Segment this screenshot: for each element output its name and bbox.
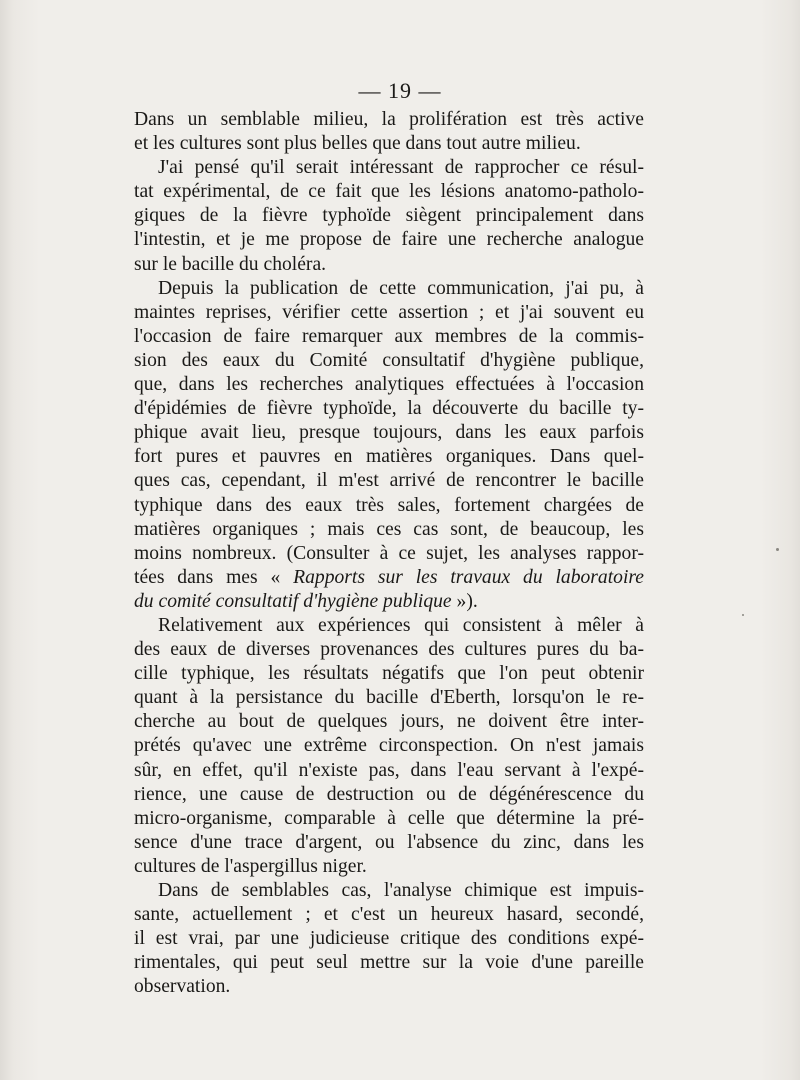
text-line: rience, une cause de destruction ou de dégénérescence du [134,783,644,805]
citation-tail: »). [456,590,478,612]
text-line: micro-organisme, comparable à celle que détermine la pré- [134,807,644,829]
text-line: tat expérimental, de ce fait que les lésions anatomo-patholo- [134,181,644,203]
text-line: Dans de semblables cas, l'analyse chimique est impuis- [158,880,644,901]
paper-speck [742,614,744,616]
page-body [134,108,644,999]
text-line: fort pures et pauvres en matières organiques. Dans quel- [134,446,644,468]
text-line-citation [134,590,644,614]
text-line: maintes reprises, vérifier cette assertion ; et j'ai souvent eu [134,301,644,323]
text-line: quant à la persistance du bacille d'Eberth, lorsqu'on le re- [134,687,644,709]
text-line: moins nombreux. (Consulter à ce sujet, les analyses rappor- [134,542,644,564]
text-line: sion des eaux du Comité consultatif d'hygiène publique, [134,349,644,371]
paragraph-3 [134,277,644,614]
text-line: phique avait lieu, presque toujours, dans les eaux parfois [134,422,644,444]
text-line: Relativement aux expériences qui consistent à mêler à [158,614,644,636]
text-line: typhique dans des eaux très sales, fortement chargées de [134,494,644,516]
text-line: que, dans les recherches analytiques effectuées à l'occasion [134,374,644,396]
text-line: cultures de l'aspergillus niger. [134,855,367,877]
paper-speck [776,548,779,551]
text-line: l'occasion de faire remarquer aux membres de la commis- [134,325,644,347]
text-line: sante, actuellement ; et c'est un heureux hasard, secondé, [134,904,644,926]
text-line: cherche au bout de quelques jours, ne doivent être inter- [134,711,644,733]
text-line: observation. [134,976,231,998]
paragraph-2 [134,156,644,276]
text-line: cille typhique, les résultats négatifs que l'on peut obtenir [134,663,644,685]
text-line: sence d'une trace d'argent, ou l'absence du zinc, dans les [134,831,644,853]
text-line: ques cas, cependant, il m'est arrivé de rencontrer le bacille [134,470,644,492]
text-line: giques de la fièvre typhoïde siègent principalement dans [134,205,644,227]
text-line: Dans un semblable milieu, la prolifération est très active [134,109,644,130]
text-line: rimentales, qui peut seul mettre sur la voie d'une pareille [134,952,644,974]
text-line: et les cultures sont plus belles que dans tout autre milieu. [134,133,581,155]
text-line: J'ai pensé qu'il serait intéressant de rapprocher ce résul- [158,157,644,179]
text-line-citation [134,566,644,590]
text-line: d'épidémies de fièvre typhoïde, la découverte du bacille ty- [134,398,644,420]
citation-title: Rapports sur les travaux du laboratoire [293,566,645,588]
text-line: matières organiques ; mais ces cas sont, de beaucoup, les [134,518,644,540]
paragraph-1 [134,108,644,156]
citation-lead: tées dans mes « [134,566,281,588]
text-line: prétés qu'avec une extrême circonspection. On n'est jamais [134,735,644,757]
text-line: sur le bacille du choléra. [134,253,327,275]
text-line: des eaux de diverses provenances des cultures pures du ba- [134,639,644,661]
text-line: sûr, en effet, qu'il n'existe pas, dans l'eau servant à l'expé- [134,759,644,781]
citation-title-cont: du comité consultatif d'hygiène publique [134,590,452,612]
text-line: l'intestin, et je me propose de faire une recherche analogue [134,229,644,251]
page-number: — 19 — [358,78,442,103]
text-line: Depuis la publication de cette communication, j'ai pu, à [158,277,644,299]
paragraph-5 [134,879,644,999]
text-line: il est vrai, par une judicieuse critique des conditions expé- [134,928,644,950]
paragraph-4 [134,614,644,879]
